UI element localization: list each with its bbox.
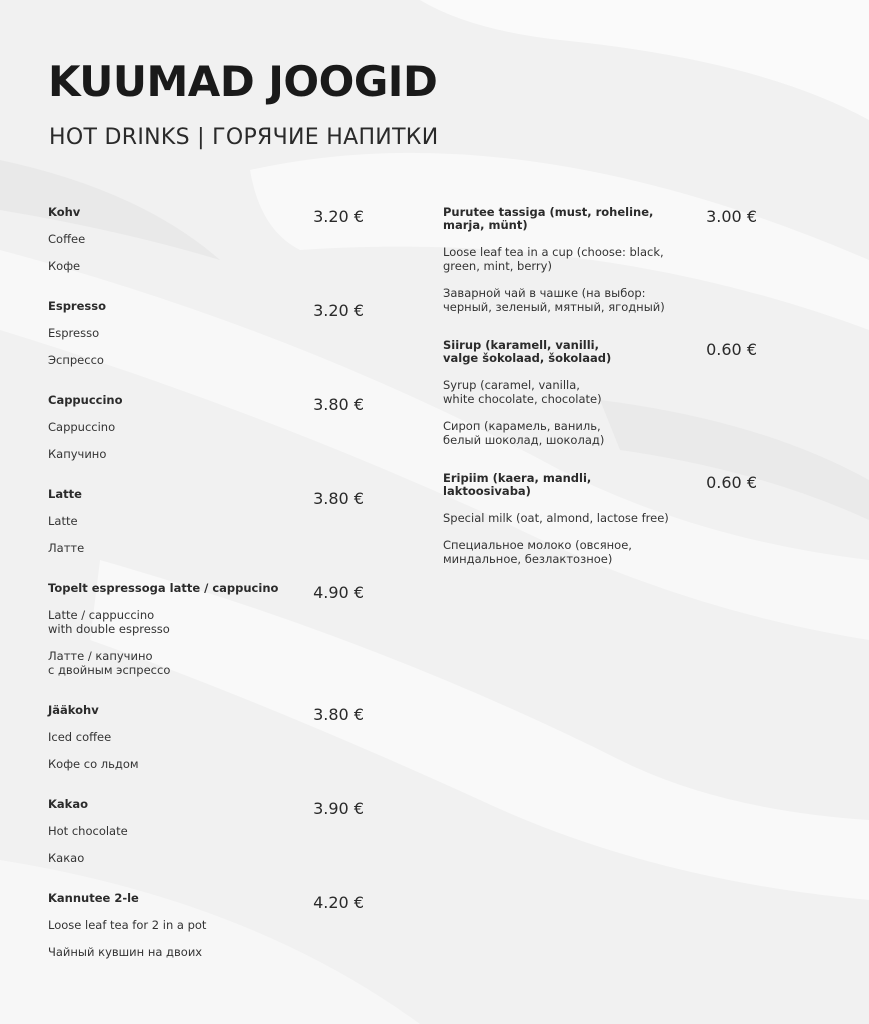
menu-item — [48, 300, 368, 367]
menu-item-russian: Эспрессо — [48, 353, 104, 367]
menu-item-price: 3.80 € — [313, 395, 364, 414]
menu-item-price: 3.20 € — [313, 207, 364, 226]
menu-item-english: Syrup (caramel, vanilla, white chocolate, chocolate) — [443, 378, 602, 406]
menu-item-english: Latte — [48, 514, 78, 528]
menu-item-name: Cappuccino — [48, 393, 123, 407]
menu-item-english: Latte / cappuccino with double espresso — [48, 608, 170, 636]
menu-item-russian: Латте / капучино с двойным эспрессо — [48, 649, 171, 677]
menu-item-price: 3.20 € — [313, 301, 364, 320]
menu-item — [48, 394, 368, 461]
menu-item-price: 0.60 € — [706, 473, 757, 492]
menu-item-name: Espresso — [48, 299, 106, 313]
menu-item — [443, 206, 763, 314]
menu-item-english: Loose leaf tea for 2 in a pot — [48, 918, 207, 932]
menu-item-price: 3.80 € — [313, 489, 364, 508]
menu-item-name: Siirup (karamell, vanilli, valge šokolaad, šokolaad) — [443, 338, 612, 365]
page-title: KUUMAD JOOGID — [48, 57, 438, 106]
menu-item-russian: Какао — [48, 851, 85, 865]
menu-item-name: Latte — [48, 487, 82, 501]
menu-item-price: 0.60 € — [706, 340, 757, 359]
menu-item-name: Topelt espressoga latte / cappucino — [48, 581, 279, 595]
menu-item-russian: Кофе со льдом — [48, 757, 139, 771]
menu-item-english: Espresso — [48, 326, 100, 340]
menu-item-russian: Специальное молоко (овсяное, миндальное, безлактозное) — [443, 538, 632, 566]
menu-item — [48, 582, 368, 677]
menu-item-name: Purutee tassiga (must, roheline, marja, münt) — [443, 205, 654, 232]
menu-item-price: 3.80 € — [313, 705, 364, 724]
menu-item-english: Loose leaf tea in a cup (choose: black, green, mint, berry) — [443, 245, 664, 273]
menu-item — [48, 798, 368, 865]
menu-item-russian: Сироп (карамель, ваниль, белый шоколад, шоколад) — [443, 419, 605, 447]
menu-item-russian: Кофе — [48, 259, 81, 273]
menu-item-price: 3.90 € — [313, 799, 364, 818]
menu-item-russian: Капучино — [48, 447, 107, 461]
menu-item-russian: Латте — [48, 541, 85, 555]
menu-item-russian: Заварной чай в чашке (на выбор: черный, зеленый, мятный, ягодный) — [443, 286, 665, 314]
menu-item-russian: Чайный кувшин на двоих — [48, 945, 203, 959]
menu-item-price: 3.00 € — [706, 207, 757, 226]
menu-item — [48, 488, 368, 555]
menu-item-name: Kannutee 2-le — [48, 891, 139, 905]
menu-item-english: Iced coffee — [48, 730, 112, 744]
menu-item — [443, 472, 763, 566]
menu-item-name: Eripiim (kaera, mandli, laktoosivaba) — [443, 471, 592, 498]
menu-item-price: 4.20 € — [313, 893, 364, 912]
page-subtitle: HOT DRINKS | ГОРЯЧИЕ НАПИТКИ — [49, 125, 439, 150]
menu-item-name: Jääkohv — [48, 703, 99, 717]
menu-item — [48, 704, 368, 771]
menu-item-english: Coffee — [48, 232, 86, 246]
menu-item-english: Cappuccino — [48, 420, 116, 434]
menu-item — [48, 892, 368, 959]
menu-item-name: Kohv — [48, 205, 81, 219]
menu-column-right — [443, 203, 763, 591]
menu-item-english: Special milk (oat, almond, lactose free) — [443, 511, 669, 525]
menu-item-english: Hot chocolate — [48, 824, 128, 838]
menu-item — [48, 206, 368, 273]
menu-item-name: Kakao — [48, 797, 88, 811]
menu-column-left — [48, 203, 368, 986]
menu-item — [443, 339, 763, 447]
menu-item-price: 4.90 € — [313, 583, 364, 602]
